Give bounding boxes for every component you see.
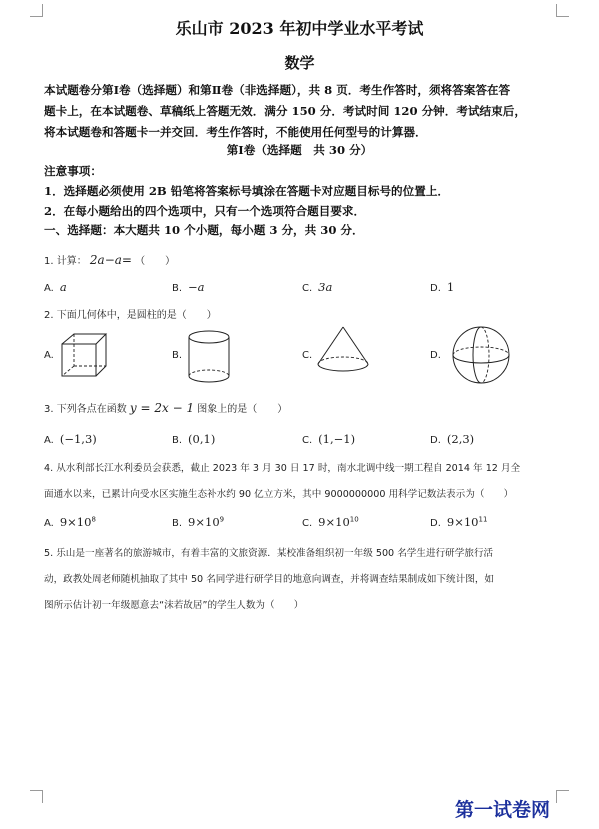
exam-instructions xyxy=(44,80,564,143)
question-4-stem-line: 4. 从水利部长江水利委员会获悉，截止 2023 年 3 月 30 日 17 时，南水北调中线一期工程自 2014 年 12 月全 xyxy=(44,463,521,474)
crop-mark-bottom-left xyxy=(30,790,43,803)
question-4-stem-line: 面通水以来，已累计向受水区实施生态补水约 90 亿立方米，其中 9000000000 用科学记数法表示为（ ） xyxy=(44,489,514,500)
instruction-line: 本试题卷分第Ⅰ卷（选择题）和第Ⅱ卷（非选择题），共 8 页．考生作答时，须将答案答在答 xyxy=(44,83,511,97)
question-5-stem-line: 图所示估计初一年级愿意去“沫若故居”的学生人数为（ ） xyxy=(44,600,304,611)
cube-icon xyxy=(58,330,110,380)
question-3-option-a: A. (−1,3) xyxy=(44,432,97,446)
exam-title: 乐山市 2023 年初中学业水平考试 xyxy=(175,19,424,38)
question-1-option-a: A. a xyxy=(44,280,67,294)
note-item: 2．在每小题给出的四个选项中，只有一个选项符合题目要求． xyxy=(44,204,366,218)
question-5-stem-line: 5. 乐山是一座著名的旅游城市，有着丰富的文旅资源．某校准备组织初一年级 500 名学生进行研学旅行活 xyxy=(44,548,494,559)
question-3-option-d: D. (2,3) xyxy=(430,432,475,446)
question-1-option-b: B. −a xyxy=(172,280,205,294)
question-2-option-a-label: A. xyxy=(44,350,54,361)
question-4-option-c: C. $9\times 10^{10}$ xyxy=(302,515,359,529)
instruction-line: 将本试题卷和答题卡一并交回．考生作答时，不能使用任何型号的计算器． xyxy=(44,125,427,139)
crop-mark-bottom-right xyxy=(556,790,569,803)
site-watermark: 第一试卷网 xyxy=(455,799,551,821)
question-3-stem: 3. 下列各点在函数 y = 2x − 1 图象上的是（ ） xyxy=(44,401,288,415)
cone-icon xyxy=(314,324,372,376)
question-2-option-b-label: B. xyxy=(172,350,183,361)
section-heading: 一、选择题：本大题共 10 个小题，每小题 3 分，共 30 分． xyxy=(44,223,364,237)
sphere-icon xyxy=(450,324,512,386)
question-2-option-d-label: D. xyxy=(430,350,441,361)
question-5-stem-line: 动，政教处周老师随机抽取了其中 50 名同学进行研学目的地意向调查，并将调查结果制成如下统计图，如 xyxy=(44,574,495,585)
question-4-option-d: D. $9\times 10^{11}$ xyxy=(430,515,488,529)
question-3-function: y = 2x − 1 xyxy=(129,401,195,415)
question-4-option-a: A. $9\times 10^8$ xyxy=(44,515,96,529)
instruction-line: 题卡上，在本试题卷、草稿纸上答题无效．满分 150 分．考试时间 120 分钟．考试结束后， xyxy=(44,104,526,118)
question-1-option-c: C. 3a xyxy=(302,280,333,294)
cylinder-icon xyxy=(186,328,234,386)
question-3-option-c: C. (1,−1) xyxy=(302,432,356,446)
question-2-stem: 2. 下面几何体中，是圆柱的是（ ） xyxy=(44,310,217,321)
subject-title: 数学 xyxy=(284,54,315,72)
question-2-option-c-label: C. xyxy=(302,350,313,361)
notes-heading: 注意事项： xyxy=(44,164,102,178)
volume-heading: 第Ⅰ卷（选择题 共 30 分） xyxy=(226,143,373,157)
question-1-expression: 2a−a= xyxy=(89,253,132,267)
question-1-stem: 1. 计算： 2a−a= （ ） xyxy=(44,253,176,267)
question-4-option-b: B. $9\times 10^9$ xyxy=(172,515,225,529)
note-item: 1．选择题必须使用 2B 铅笔将答案标号填涂在答题卡对应题目标号的位置上． xyxy=(44,184,450,198)
question-3-option-b: B. (0,1) xyxy=(172,432,216,446)
question-1-option-d: D. 1 xyxy=(430,280,455,294)
